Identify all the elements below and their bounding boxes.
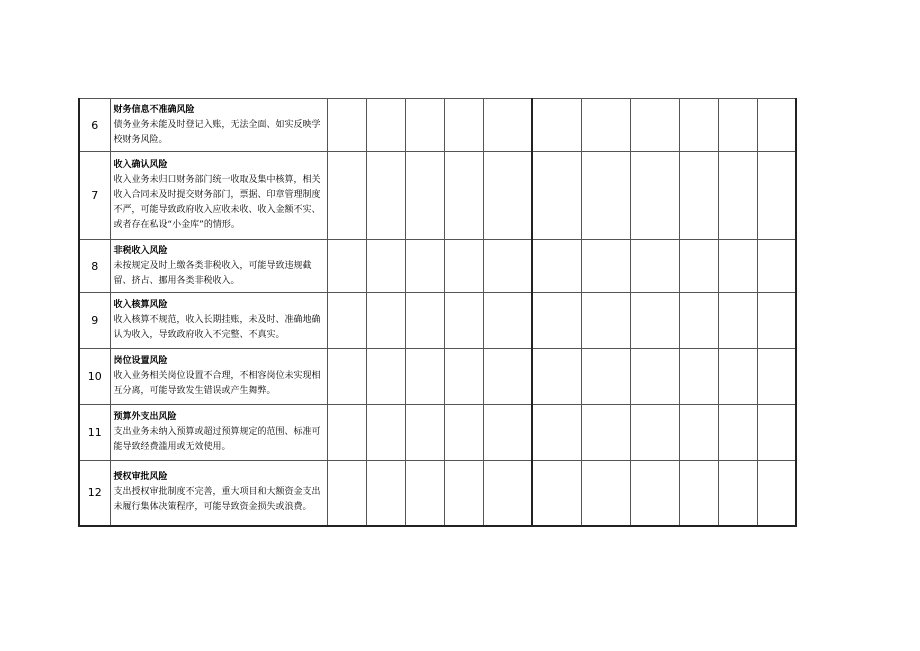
blank-cell (327, 349, 366, 405)
risk-title: 岗位设置风险 (113, 356, 168, 366)
risk-text: 收入核算不规范，收入长期挂账，未及时、准确地确认为收入，导致政府收入不完整、不真实。 (113, 315, 321, 340)
blank-cell (532, 152, 581, 240)
risk-text: 收入业务未归口财务部门统一收取及集中核算，相关收入合同未及时提交财务部门，票据、印章管理制度不严，可能导致政府收入应收未收、收入金额不实、或者存在私设“小金库”的情形。 (113, 175, 321, 230)
blank-cell (405, 349, 444, 405)
blank-cell (630, 405, 679, 461)
blank-cell (757, 461, 796, 526)
blank-cell (405, 152, 444, 240)
risk-title: 财务信息不准确风险 (113, 104, 195, 115)
blank-cell (366, 405, 405, 461)
blank-cell (444, 99, 483, 152)
blank-cell (327, 405, 366, 461)
risk-title: 收入核算风险 (113, 300, 168, 310)
blank-cell (581, 349, 630, 405)
blank-cell (444, 152, 483, 240)
risk-description-cell (110, 461, 327, 526)
row-number: 9 (79, 293, 110, 349)
row-number: 11 (79, 405, 110, 461)
blank-cell (532, 240, 581, 293)
risk-description-cell (110, 99, 327, 152)
blank-cell (581, 405, 630, 461)
blank-cell (405, 405, 444, 461)
blank-cell (679, 152, 718, 240)
table-row (79, 461, 796, 526)
blank-cell (757, 99, 796, 152)
blank-cell (444, 349, 483, 405)
blank-cell (757, 240, 796, 293)
blank-cell (679, 461, 718, 526)
blank-cell (630, 461, 679, 526)
blank-cell (718, 152, 757, 240)
blank-cell (581, 152, 630, 240)
blank-cell (444, 293, 483, 349)
blank-cell (483, 405, 532, 461)
blank-cell (757, 349, 796, 405)
blank-cell (444, 240, 483, 293)
blank-cell (581, 99, 630, 152)
blank-cell (327, 152, 366, 240)
blank-cell (630, 152, 679, 240)
risk-text: 收入业务相关岗位设置不合理，不相容岗位未实现相互分离，可能导致发生错误或产生舞弊。 (113, 371, 321, 396)
table-row (79, 152, 796, 240)
blank-cell (581, 240, 630, 293)
risk-table-container (78, 98, 797, 527)
blank-cell (757, 405, 796, 461)
blank-cell (718, 99, 757, 152)
blank-cell (483, 99, 532, 152)
table-row (79, 349, 796, 405)
risk-description-cell (110, 152, 327, 240)
blank-cell (718, 405, 757, 461)
blank-cell (718, 240, 757, 293)
blank-cell (679, 349, 718, 405)
blank-cell (581, 293, 630, 349)
blank-cell (483, 293, 532, 349)
blank-cell (679, 405, 718, 461)
table-row (79, 240, 796, 293)
blank-cell (366, 152, 405, 240)
risk-table-body (79, 99, 796, 526)
blank-cell (327, 240, 366, 293)
blank-cell (366, 349, 405, 405)
risk-table (78, 98, 797, 527)
risk-description-cell (110, 405, 327, 461)
blank-cell (718, 349, 757, 405)
table-row (79, 99, 796, 152)
blank-cell (483, 240, 532, 293)
blank-cell (366, 461, 405, 526)
blank-cell (444, 405, 483, 461)
blank-cell (483, 152, 532, 240)
risk-text: 未按规定及时上缴各类非税收入，可能导致违规截留、挤占、挪用各类非税收入。 (113, 260, 312, 286)
risk-title: 非税收入风险 (113, 245, 168, 256)
row-number: 12 (79, 461, 110, 526)
blank-cell (532, 293, 581, 349)
blank-cell (405, 240, 444, 293)
blank-cell (679, 293, 718, 349)
risk-description-cell (110, 293, 327, 349)
blank-cell (483, 349, 532, 405)
table-row (79, 293, 796, 349)
blank-cell (718, 461, 757, 526)
blank-cell (327, 293, 366, 349)
blank-cell (405, 99, 444, 152)
blank-cell (327, 99, 366, 152)
blank-cell (532, 405, 581, 461)
blank-cell (630, 99, 679, 152)
blank-cell (679, 240, 718, 293)
blank-cell (366, 240, 405, 293)
blank-cell (757, 293, 796, 349)
row-number: 6 (79, 99, 110, 152)
row-number: 10 (79, 349, 110, 405)
blank-cell (757, 152, 796, 240)
blank-cell (630, 240, 679, 293)
blank-cell (718, 293, 757, 349)
blank-cell (532, 99, 581, 152)
risk-title: 预算外支出风险 (113, 412, 177, 422)
blank-cell (532, 461, 581, 526)
blank-cell (444, 461, 483, 526)
blank-cell (366, 99, 405, 152)
blank-cell (532, 349, 581, 405)
blank-cell (679, 99, 718, 152)
blank-cell (405, 293, 444, 349)
blank-cell (630, 293, 679, 349)
risk-text: 支出业务未纳入预算或超过预算规定的范围、标准可能导致经费滥用或无效使用。 (113, 427, 321, 452)
risk-description-cell (110, 349, 327, 405)
blank-cell (327, 461, 366, 526)
table-row (79, 405, 796, 461)
blank-cell (630, 349, 679, 405)
row-number: 7 (79, 152, 110, 240)
risk-text: 支出授权审批制度不完善，重大项目和大额资金支出未履行集体决策程序，可能导致资金损失或浪费。 (113, 487, 321, 513)
blank-cell (405, 461, 444, 526)
risk-description-cell (110, 240, 327, 293)
row-number: 8 (79, 240, 110, 293)
blank-cell (366, 293, 405, 349)
blank-cell (483, 461, 532, 526)
blank-cell (581, 461, 630, 526)
risk-text: 债务业务未能及时登记入账，无法全面、如实反映学校财务风险。 (113, 119, 321, 145)
risk-title: 收入确认风险 (113, 160, 168, 170)
risk-title: 授权审批风险 (113, 472, 168, 483)
